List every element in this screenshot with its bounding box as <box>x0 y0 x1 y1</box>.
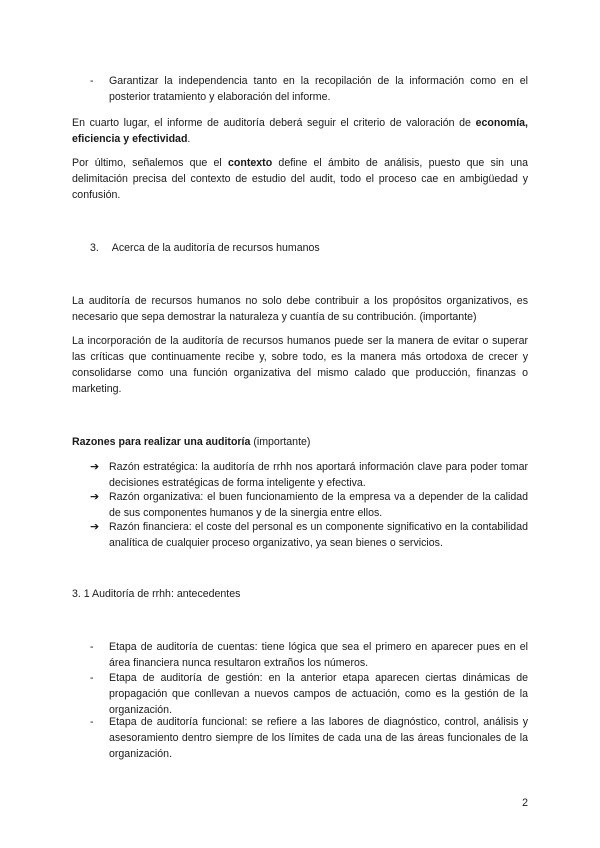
list-item-text: Razón organizativa: el buen funcionamiento de la empresa va a depender de la calidad de sus componentes humanos y de la sinergia entre ellos. <box>109 491 528 519</box>
arrow-bullet-icon: ➔ <box>90 491 100 503</box>
list-item <box>90 519 528 551</box>
dash-bullet: - <box>90 641 94 653</box>
section-heading-3 <box>90 240 320 256</box>
list-item-text: Etapa de auditoría funcional: se refiere a las labores de diagnóstico, control, análisis y asesoramiento dentro siempre de los límites de cada una de las áreas funcionales de la organización. <box>109 716 528 760</box>
list-item <box>90 73 528 105</box>
list-item <box>90 639 528 671</box>
razones-heading-bold: Razones para realizar una auditoría <box>72 436 251 448</box>
paragraph-cuarto-lugar: En cuarto lugar, el informe de auditoría deberá seguir el criterio de valoración de economía, eficiencia y efectividad. <box>72 117 528 145</box>
list-item-text: Garantizar la independencia tanto en la recopilación de la información como en el posterior tratamiento y elaboración del informe. <box>109 75 528 103</box>
arrow-bullet-icon: ➔ <box>90 461 100 473</box>
dash-bullet: - <box>90 75 94 87</box>
paragraph-rrhh-contribucion: La auditoría de recursos humanos no solo debe contribuir a los propósitos organizativos, es necesario que sepa demostrar la naturaleza y cuantía de su contribución. (importante) <box>72 295 528 323</box>
list-item-text: Etapa de auditoría de cuentas: tiene lógica que sea el primero en aparecer pues en el área financiera nunca resultaron extraños los números. <box>109 641 528 669</box>
section-number: 3. <box>90 242 99 254</box>
list-item <box>90 459 528 491</box>
list-item-text: Razón estratégica: la auditoría de rrhh nos aportará información clave para poder tomar decisiones estratégicas de forma inteligente y efectiva. <box>109 461 528 489</box>
dash-bullet: - <box>90 672 94 684</box>
list-item-text: Razón financiera: el coste del personal es un componente significativo en la contabilidad analítica de cualquier proceso organizativo, ya sean bienes o servicios. <box>109 521 528 549</box>
bold-contexto: contexto <box>228 157 273 169</box>
paragraph-por-ultimo: Por último, señalemos que el contexto define el ámbito de análisis, puesto que sin una delimitación precisa del contexto de estudio del audit, todo el proceso cae en ambigüedad y confusión. <box>72 157 528 201</box>
list-item <box>90 489 528 521</box>
section-heading-3-1: 3. 1 Auditoría de rrhh: antecedentes <box>72 588 241 600</box>
razones-heading-note: (importante) <box>250 436 311 448</box>
bold-criteria: economía, eficiencia y efectividad <box>72 117 528 145</box>
list-item <box>90 714 528 762</box>
arrow-bullet-icon: ➔ <box>90 521 100 533</box>
paragraph-rrhh-incorporacion: La incorporación de la auditoría de recursos humanos puede ser la manera de evitar o superar las críticas que continuamente recibe y, sobre todo, es la manera más ortodoxa de crecer y consolidarse como una función organizativa del mismo calado que producción, finanzas o marketing. <box>72 335 528 395</box>
list-item-text: Etapa de auditoría de gestión: en la anterior etapa aparecen ciertas dinámicas de propagación que conllevan a nuevos campos de actuación, como es la gestión de la organización. <box>109 672 528 716</box>
dash-bullet: - <box>90 716 94 728</box>
list-item <box>90 670 528 718</box>
section-title: Acerca de la auditoría de recursos humanos <box>111 242 320 254</box>
razones-heading <box>72 434 310 450</box>
page-number: 2 <box>522 797 528 809</box>
